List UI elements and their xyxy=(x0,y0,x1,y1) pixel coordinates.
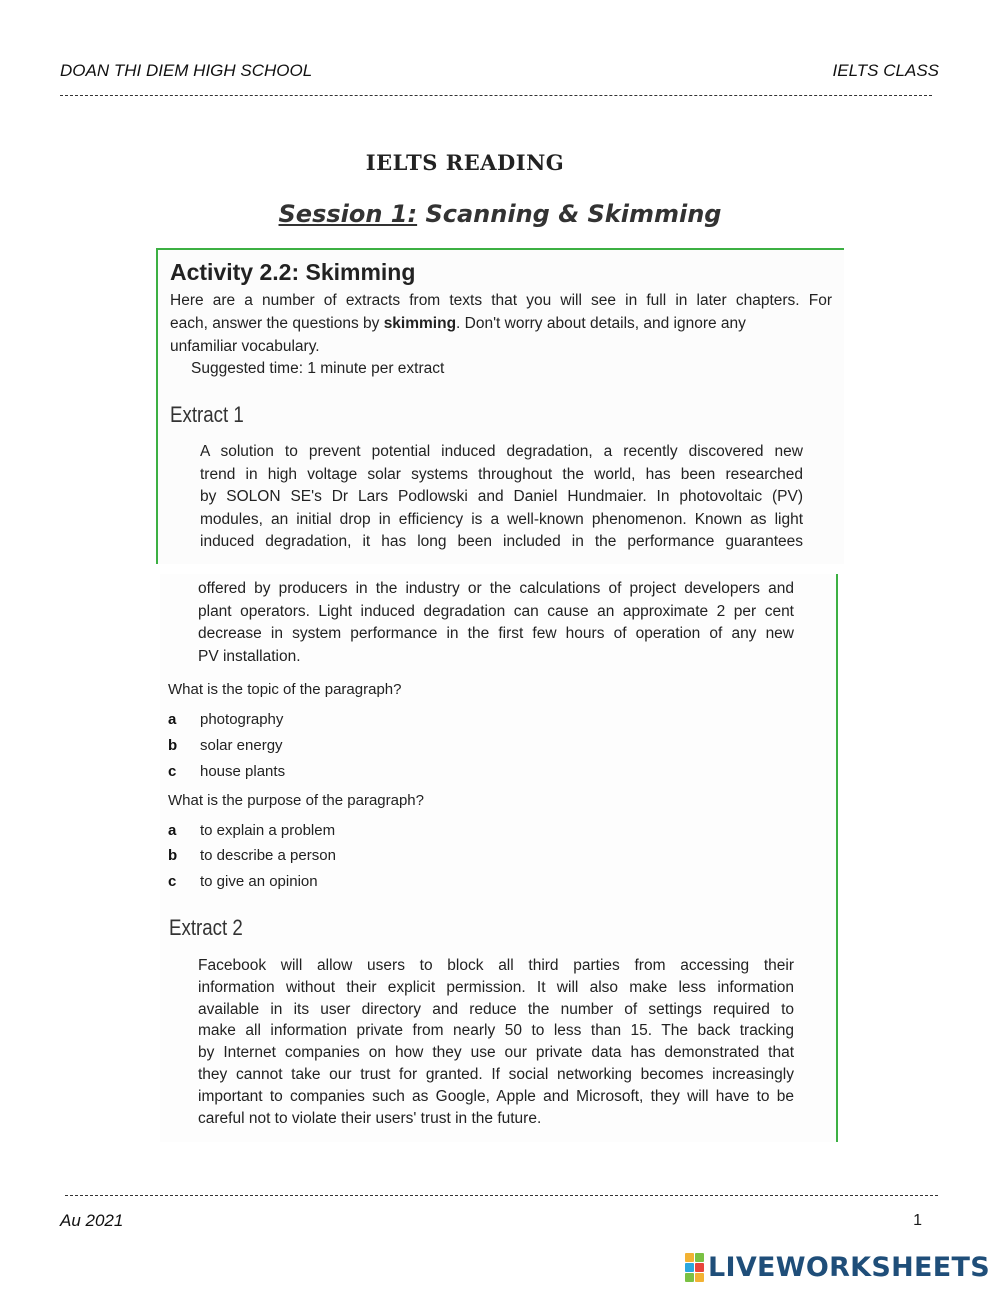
logo-text: LIVEWORKSHEETS xyxy=(707,1252,990,1283)
extract1-line: plant operators. Light induced degradation can cause an approximate 2 per cent xyxy=(198,602,794,620)
extract1-line: modules, an initial drop in efficiency is a well-known phenomenon. Known as light xyxy=(200,510,803,528)
option-letter: b xyxy=(168,737,178,754)
extract2-line: make all information private from nearly 50 to less than 15. The back tracking xyxy=(198,1022,794,1040)
extract2-line: available in its user directory and reduce the number of settings required to xyxy=(198,1000,794,1018)
extract1-line: PV installation. xyxy=(198,647,301,665)
extract2-heading: Extract 2 xyxy=(169,915,243,940)
header-school: DOAN THI DIEM HIGH SCHOOL xyxy=(60,61,313,80)
extract2-line: they cannot take our trust for granted. If social networking becomes increasingly xyxy=(198,1065,794,1083)
extract2-line: important to companies such as Google, Apple and Microsoft, they will have to be xyxy=(198,1087,794,1105)
page-number: 1 xyxy=(913,1212,922,1229)
extract1-line: trend in high voltage solar systems throughout the world, has been researched xyxy=(200,465,803,483)
option-letter: c xyxy=(168,873,177,890)
extract1-line: induced degradation, it has long been included in the performance guarantees xyxy=(200,533,803,550)
header-divider xyxy=(60,95,932,96)
question-topic: What is the topic of the paragraph? xyxy=(168,681,402,698)
session-title xyxy=(0,200,1000,228)
extract2-line: Facebook will allow users to block all third parties from accessing their xyxy=(198,957,794,974)
extract1-line: A solution to prevent potential induced degradation, a recently discovered new xyxy=(200,443,803,460)
option-text[interactable]: to explain a problem xyxy=(200,822,336,839)
extract1-line: offered by producers in the industry or the calculations of project developers and xyxy=(198,580,794,597)
option-text[interactable]: photography xyxy=(200,711,284,728)
option-letter: a xyxy=(168,711,177,728)
extract2-line: careful not to violate their users' trust in the future. xyxy=(198,1109,542,1127)
extract1-line: by SOLON SE's Dr Lars Podlowski and Daniel Hundmaier. In photovoltaic (PV) xyxy=(200,488,803,505)
liveworksheets-logo[interactable] xyxy=(685,1252,990,1283)
intro-text-a: each, answer the questions by xyxy=(170,315,384,332)
q2-option-c[interactable] xyxy=(168,873,176,891)
option-letter: c xyxy=(168,763,177,780)
activity-intro-line2 xyxy=(170,313,832,336)
extract2-line: by Internet companies on how they use our private data has demonstrated that xyxy=(198,1044,794,1062)
option-letter: b xyxy=(168,847,178,864)
header-class: IELTS CLASS xyxy=(832,61,939,80)
session-label: Session 1: xyxy=(278,200,418,228)
extract2-text xyxy=(198,955,794,1129)
session-topic: Scanning & Skimming xyxy=(417,200,722,228)
option-text[interactable]: solar energy xyxy=(200,737,283,754)
extract1-text-top xyxy=(200,441,803,554)
option-text[interactable]: to give an opinion xyxy=(200,873,318,890)
q2-option-a[interactable] xyxy=(168,822,176,840)
option-text[interactable]: to describe a person xyxy=(200,847,336,864)
question-purpose: What is the purpose of the paragraph? xyxy=(168,792,424,809)
suggested-time: Suggested time: 1 minute per extract xyxy=(191,360,445,377)
extract2-line: information without their explicit permission. It will also make less information xyxy=(198,978,794,996)
q1-option-b[interactable] xyxy=(168,737,177,755)
logo-blocks-icon xyxy=(685,1253,704,1282)
intro-text-b: . Don't worry about details, and ignore any xyxy=(456,315,746,332)
activity-intro-line3: unfamiliar vocabulary. xyxy=(170,338,320,355)
extract1-text-bottom xyxy=(198,578,794,668)
intro-bold: skimming xyxy=(383,315,457,332)
activity-intro-line1: Here are a number of extracts from texts that you will see in full in later chapters. For xyxy=(170,292,832,309)
extract1-heading: Extract 1 xyxy=(170,402,244,427)
q2-option-b[interactable] xyxy=(168,847,177,865)
footer-divider xyxy=(65,1195,938,1196)
activity-heading: Activity 2.2: Skimming xyxy=(170,259,416,285)
q1-option-a[interactable] xyxy=(168,711,176,729)
option-text[interactable]: house plants xyxy=(200,763,286,780)
footer-date: Au 2021 xyxy=(60,1211,124,1230)
option-letter: a xyxy=(168,822,177,839)
page-title: IELTS READING xyxy=(365,150,565,175)
q1-option-c[interactable] xyxy=(168,763,176,781)
extract1-line: decrease in system performance in the first few hours of operation of any new xyxy=(198,625,794,642)
